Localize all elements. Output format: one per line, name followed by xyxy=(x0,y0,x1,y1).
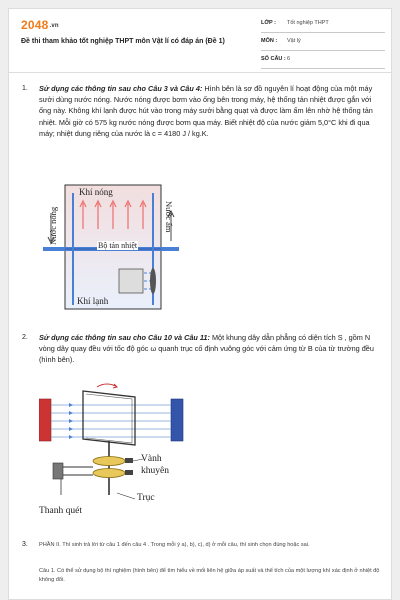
label-hot-water: Nước nóng xyxy=(48,206,58,245)
question-1-number: 1. xyxy=(22,85,28,92)
header-divider xyxy=(9,72,391,73)
brush-top xyxy=(125,458,133,463)
meta-count-value: 6 xyxy=(287,56,291,62)
slip-ring-top xyxy=(93,457,125,466)
document-meta xyxy=(261,17,385,71)
document-header xyxy=(9,9,391,71)
meta-subject-row xyxy=(261,35,385,51)
label-slip-ring: Vành khuyên xyxy=(141,454,169,476)
question-2-number: 2. xyxy=(22,334,28,341)
document-title: Đề thi tham khảo tốt nghiệp THPT môn Vật lí có đáp án (Đề 1) xyxy=(21,38,225,45)
question-2-body: Một khung dây dẫn phẳng có diện tích S , gồm N vòng dây quay đều với tốc độ góc ω quanh trục cố định vuông góc với cảm ứng từ B của từ trường đều (hình bên). xyxy=(39,333,374,365)
generator-diagram xyxy=(39,383,189,519)
meta-count-row xyxy=(261,53,385,69)
slip-ring-bottom xyxy=(93,469,125,478)
question-3-intro: Câu 1. Có thể sử dụng bộ thí nghiệm (hình bên) để tìm hiểu về mối liên hệ giữa áp suất và thể tích của một lượng khí xác định ở nhiệt độ không đổi. xyxy=(39,568,380,583)
question-3-number: 3. xyxy=(22,541,28,548)
label-axis: Trục xyxy=(137,493,155,503)
question-2-text xyxy=(39,332,383,366)
meta-class-label: LỚP : xyxy=(261,20,276,26)
brush-bottom xyxy=(125,470,133,475)
label-warm-water: Nước ấm xyxy=(164,201,174,233)
label-radiator: Bộ tản nhiệt xyxy=(98,241,138,250)
label-brush: Thanh quét xyxy=(39,506,83,516)
meta-class-row xyxy=(261,17,385,33)
document-page xyxy=(8,8,392,600)
meta-subject-value: Vật lý xyxy=(287,38,301,44)
meta-subject-label: MÔN : xyxy=(261,38,278,44)
question-1-text xyxy=(39,83,383,139)
question-2-intro: Sử dụng các thông tin sau cho Câu 10 và Câu 11: xyxy=(39,333,210,342)
label-hot-air: Khí nóng xyxy=(79,187,113,197)
generator-diagram-drawing xyxy=(39,383,189,519)
question-1-intro: Sử dụng các thông tin sau cho Câu 3 và Câu 4: xyxy=(39,84,203,93)
fan-motor xyxy=(119,269,143,293)
question-1-body: Hình bên là sơ đồ nguyên lí hoạt động của một máy sưởi dùng nước nóng. Nước nóng được bơm vào ống bên trong máy, hệ thống tản nhiệt được gắn với ống này. Không khí lạnh được hút vào trong máy sưởi bằng quạt và được làm ấm lên nhờ hệ thống tản nhiệt. Mỗi giờ có 575 kg nước nóng được bơm qua máy. Biết nhiệt độ của nước giảm 5,0°C khi đi qua máy; nhiệt dung riêng của nước là c = 4180 J / kg.K. xyxy=(39,84,373,138)
heater-diagram xyxy=(43,177,179,313)
fan-blade xyxy=(150,268,156,294)
label-cold-air: Khí lạnh xyxy=(77,296,109,306)
question-3-section: PHẦN II. Thí sinh trả lời từ câu 1 đến câu 4 . Trong mỗi ý a), b), c), d) ở mỗi câu, thí sinh chọn đúng hoặc sai. xyxy=(39,542,310,548)
site-logo[interactable]: 2048.vn xyxy=(21,18,59,32)
meta-count-label: SỐ CÂU : xyxy=(261,56,286,62)
magnet-south xyxy=(171,399,183,441)
magnet-north xyxy=(39,399,51,441)
meta-class-value: Tốt nghiệp THPT xyxy=(287,20,329,26)
